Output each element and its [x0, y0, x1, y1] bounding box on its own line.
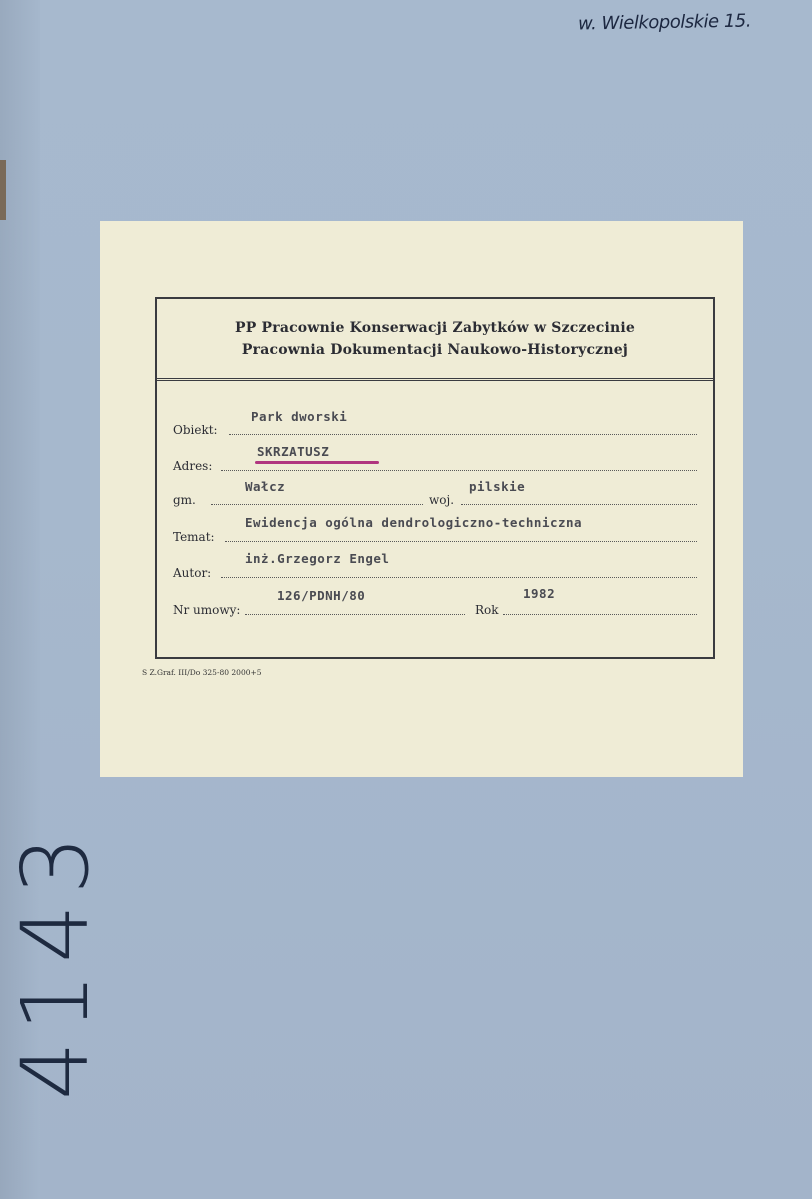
department-name: Pracownia Dokumentacji Naukowo-Historycznej	[241, 342, 629, 358]
adres-magenta-underline	[255, 461, 379, 464]
label-header	[157, 299, 713, 381]
obiekt-value: Park dworski	[251, 409, 348, 424]
obiekt-dotted-line	[229, 434, 697, 435]
gm-dotted-line	[211, 504, 423, 505]
temat-value: Ewidencja ogólna dendrologiczno-techniczna	[245, 515, 583, 530]
gm-label: gm.	[173, 493, 196, 507]
field-temat	[173, 514, 697, 544]
organization-name: PP Pracownie Konserwacji Zabytków w Szczecinie	[234, 320, 635, 336]
woj-value: pilskie	[469, 479, 526, 494]
temat-label: Temat:	[173, 530, 215, 544]
adres-dotted-line	[221, 470, 697, 471]
woj-dotted-line	[461, 504, 697, 505]
autor-label: Autor:	[173, 566, 212, 580]
nr-umowy-value: 126/PDNH/80	[277, 588, 366, 603]
temat-dotted-line	[225, 541, 697, 542]
handwritten-location-note: w. Wielkopolskie 15.	[577, 10, 752, 35]
binding-mark	[0, 160, 6, 220]
handwritten-archive-number: 4143	[2, 825, 109, 1100]
nr-umowy-label: Nr umowy:	[173, 603, 241, 617]
woj-label: woj.	[429, 493, 455, 507]
adres-value: SKRZATUSZ	[257, 444, 330, 459]
rok-label: Rok	[475, 603, 499, 617]
field-nr-rok	[173, 587, 697, 617]
adres-label: Adres:	[173, 459, 213, 473]
field-autor	[173, 550, 697, 580]
obiekt-label: Obiekt:	[173, 423, 218, 437]
autor-value: inż.Grzegorz Engel	[245, 551, 390, 566]
printer-code: S Z.Graf. III/Do 325-80 2000+5	[142, 668, 262, 677]
gm-value: Wałcz	[245, 479, 286, 494]
rok-dotted-line	[503, 614, 697, 615]
rok-value: 1982	[523, 586, 556, 601]
field-obiekt	[173, 407, 697, 437]
autor-dotted-line	[221, 577, 697, 578]
field-gm-woj	[173, 477, 697, 507]
label-frame	[155, 297, 715, 659]
nr-umowy-dotted-line	[245, 614, 465, 615]
field-adres	[173, 443, 697, 473]
